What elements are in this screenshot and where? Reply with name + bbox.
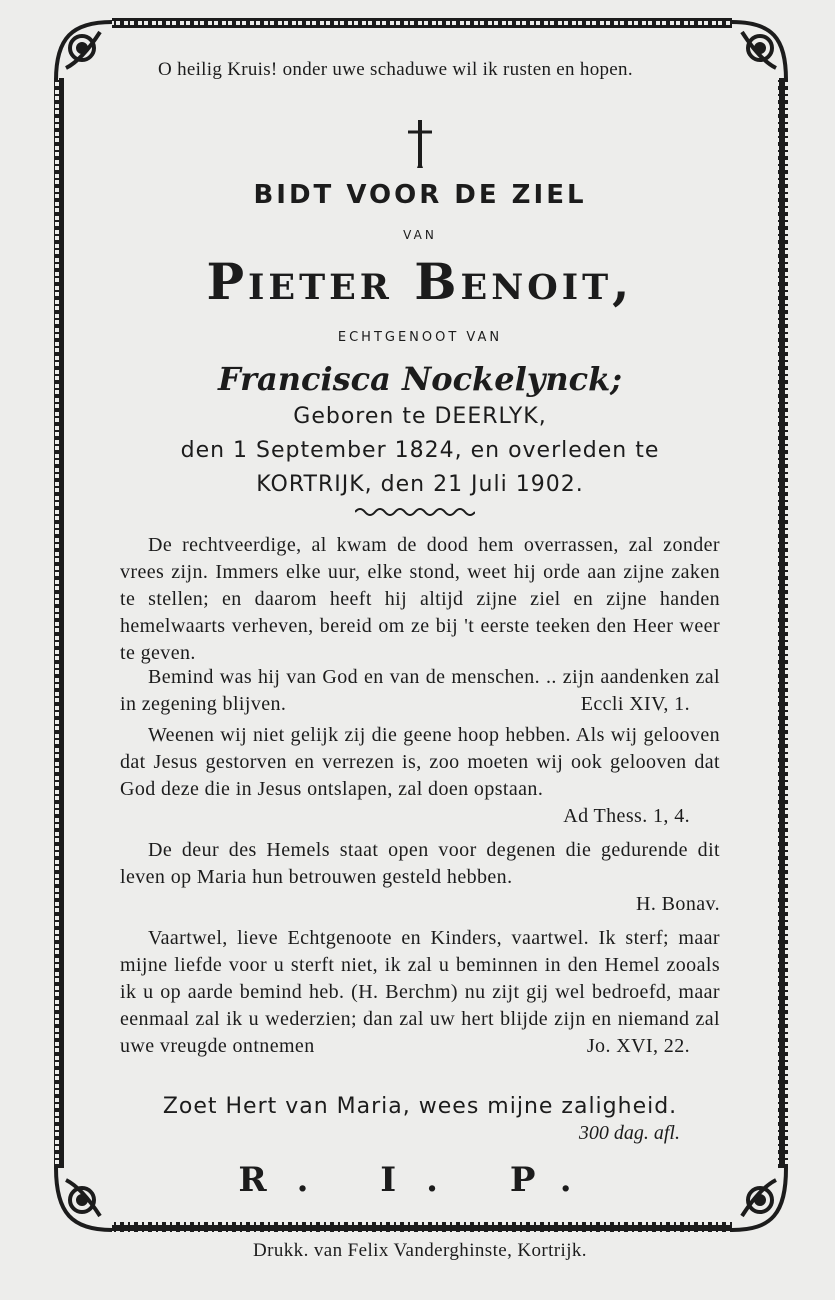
paragraph-5-text: Vaartwel, lieve Echtgenoote en Kinders, vaartwel. Ik sterf; maar mijne liefde voor u sterft niet, ik zal u beminnen in den Hemel zooals ik u op aarde bemind heb. (H. Berchm) nu zijt gij wel bedroefd, maar eenmaal zal ik u wederzien; dan zal uw hert blijde zijn en niemand zal uwe vreugde ontnemen (120, 927, 720, 1057)
paragraph-1: De rechtveerdige, al kwam de dood hem overrassen, zal zonder vrees zijn. Immers elke uur, elke stond, weet hij orde aan zijne zaken te stellen; en daarom heeft hij altijd zijne ziel en zijne handen hemelwaarts verheven, bereid om ze bij 't eerste teeken den Heer weer te geven. (120, 534, 720, 664)
birth-line: Geboren te DEERLYK, (293, 404, 547, 429)
paragraph-3 (120, 722, 720, 830)
echtgenoot-label: ECHTGENOOT VAN (337, 330, 503, 345)
paragraph-5 (120, 925, 720, 1060)
heading: BIDT VOOR DE ZIEL (253, 180, 587, 210)
death-line: KORTRIJK, den 21 Juli 1902. (256, 472, 584, 497)
spouse-name: Francisca Nockelynck; (217, 360, 623, 398)
indulgence-note: 300 dag. afl. (578, 1122, 680, 1144)
dates-line: den 1 September 1824, en overleden te (180, 438, 660, 463)
paragraph-2-ref: Eccli XIV, 1. (580, 693, 690, 715)
paragraph-3-text: Weenen wij niet gelijk zij die geene hoop hebben. Als wij gelooven dat Jesus gestorven en verrezen is, zoo moeten wij ook gelooven dat God deze die in Jesus ontslapen, zal doen opstaan. (120, 724, 720, 800)
wavy-divider (355, 506, 475, 518)
paragraph-4-ref: H. Bonav. (636, 893, 720, 915)
printer-credit: Drukk. van Felix Vanderghinste, Kortrijk. (253, 1240, 587, 1261)
paragraph-5-ref: Jo. XVI, 22. (586, 1035, 690, 1057)
paragraph-3-ref: Ad Thess. 1, 4. (563, 805, 690, 827)
closing-prayer: Zoet Hert van Maria, wees mijne zaligheid. (162, 1094, 678, 1119)
deceased-name: Pieter Benoit, (206, 252, 634, 311)
cross-icon (400, 118, 440, 170)
motto: O heilig Kruis! onder uwe schaduwe wil ik rusten en hopen. (158, 59, 633, 80)
rip-text: R. I. P. (238, 1160, 602, 1200)
card-content (80, 0, 760, 1300)
paragraph-2-text: Bemind was hij van God en van de menschen. .. zijn aandenken zal in zegening blijven. (120, 666, 720, 715)
van-label: VAN (403, 228, 437, 242)
paragraph-4: De deur des Hemels staat open voor degenen die gedurende dit leven op Maria hun betrouwen gesteld hebben. (120, 839, 720, 888)
paragraph-2 (120, 664, 720, 718)
